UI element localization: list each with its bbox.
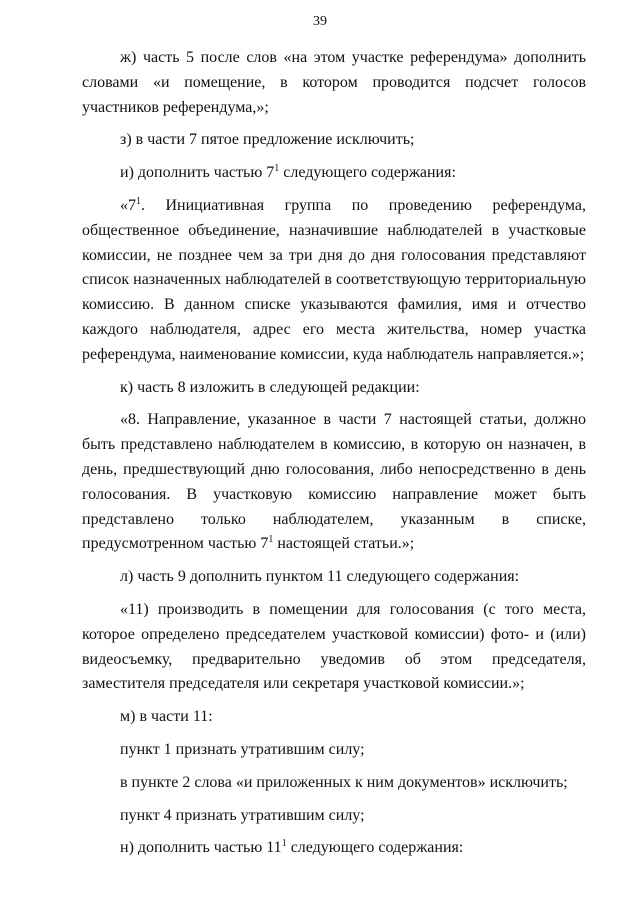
superscript: 1 [136, 195, 141, 207]
paragraph-m-1 [82, 738, 586, 763]
paragraph-text: «7 [120, 196, 136, 214]
paragraph-text: пункт 4 признать утратившим силу; [120, 806, 365, 824]
paragraph-n [82, 836, 586, 861]
paragraph-m-4 [82, 804, 586, 829]
paragraph-text: в пункте 2 слова «и приложенных к ним документов» исключить; [120, 773, 568, 791]
paragraph-k [82, 376, 586, 401]
paragraph-i [82, 161, 586, 186]
paragraph-text: «11) производить в помещении для голосования (с того места, которое определено председателем участковой комиссии) фото- и (или) видеосъемку, предварительно уведомив об этом председателя, заместителя председателя или секретаря участковой комиссии.»; [82, 600, 586, 693]
paragraph-l [82, 565, 586, 590]
paragraph-quote-7-1 [82, 194, 586, 368]
superscript: 1 [281, 838, 287, 850]
paragraph-zh [82, 46, 586, 120]
paragraph-text: настоящей статьи.»; [273, 535, 415, 553]
paragraph-text: и) дополнить частью 7 [120, 164, 275, 182]
paragraph-m-2 [82, 771, 586, 796]
paragraph-text: пункт 1 признать утратившим силу; [120, 740, 365, 758]
paragraph-text: «8. Направление, указанное в части 7 настоящей статьи, должно быть представлено наблюдателем в комиссию, в которую он назначен, в день, предшествующий дню голосования, либо непосредственно в день голосования. В участковую комиссию направление может быть представлено только наблюдателем, указанным в списке, предусмотренном частью 7 [82, 411, 586, 553]
page-number: 39 [313, 14, 327, 29]
paragraph-text: следующего содержания: [279, 164, 456, 182]
superscript: 1 [268, 534, 274, 546]
paragraph-quote-8 [82, 408, 586, 557]
paragraph-text: м) в части 11: [120, 708, 213, 726]
paragraph-text: следующего содержания: [286, 839, 464, 857]
paragraph-text: н) дополнить частью 11 [120, 839, 282, 857]
document-body [82, 46, 586, 861]
paragraph-m [82, 705, 586, 730]
paragraph-text: . Инициативная группа по проведению референдума, общественное объединение, назначившие наблюдателей в участковые комиссии, не позднее чем за три дня до дня голосования представляют список назначенных наблюдателей в соответствующую территориальную комиссию. В данном списке указываются фамилия, имя и отчество каждого наблюдателя, адрес его места жительства, номер участка референдума, наименование комиссии, куда наблюдатель направляется.»; [82, 196, 586, 363]
paragraph-text: к) часть 8 изложить в следующей редакции: [120, 378, 420, 396]
paragraph-z [82, 128, 586, 153]
paragraph-quote-11 [82, 598, 586, 697]
superscript: 1 [274, 163, 280, 175]
paragraph-text: л) часть 9 дополнить пунктом 11 следующего содержания: [120, 568, 520, 586]
paragraph-text: з) в части 7 пятое предложение исключить; [120, 131, 415, 149]
paragraph-text: ж) часть 5 после слов «на этом участке референдума» дополнить словами «и помещение, в котором проводится подсчет голосов участников референдума,»; [82, 49, 586, 116]
